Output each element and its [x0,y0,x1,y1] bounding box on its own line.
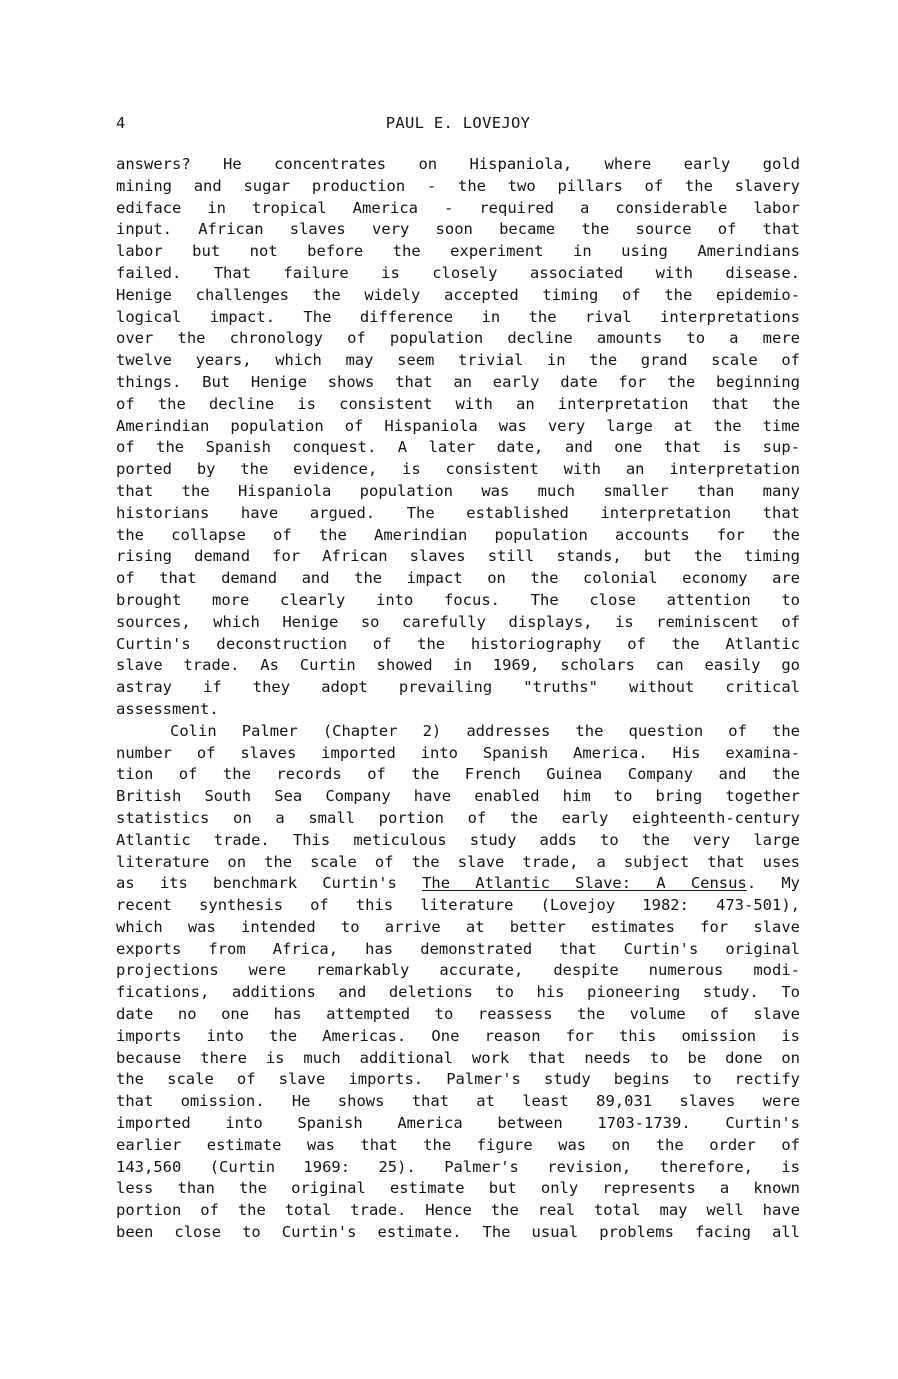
text-line: astray if they adopt prevailing "truths" without critical [116,678,800,697]
text-line: of that demand and the impact on the colonial economy are [116,569,800,588]
text-line: that omission. He shows that at least 89,031 slaves were [116,1092,800,1111]
text-line: earlier estimate was that the figure was on the order of [116,1135,800,1154]
text-line: which was intended to arrive at better estimates for slave [116,917,800,936]
text-line: portion of the total trade. Hence the real total may well have [116,1201,800,1220]
text-line: of the Spanish conquest. A later date, and one that is sup- [116,438,800,457]
body-text [116,154,800,1244]
text-line: Curtin's deconstruction of the historiography of the Atlantic [116,634,800,653]
text-line: been close to Curtin's estimate. The usual problems facing all [116,1223,800,1242]
text-line: input. African slaves very soon became the source of that [116,220,800,239]
text-line: logical impact. The difference in the rival interpretations [116,307,800,326]
text-line: slave trade. As Curtin showed in 1969, scholars can easily go [116,656,800,675]
text-line: the scale of slave imports. Palmer's study begins to rectify [116,1070,800,1089]
text-line: Henige challenges the widely accepted timing of the epidemio- [116,285,800,304]
text-line: British South Sea Company have enabled him to bring together [116,787,800,806]
text-line: historians have argued. The established interpretation that [116,503,800,522]
text-fragment: . My [746,874,800,893]
text-line: Amerindian population of Hispaniola was very large at the time [116,416,800,435]
text-line: labor but not before the experiment in using Amerindians [116,242,800,261]
text-line: imports into the Americas. One reason for this omission is [116,1026,800,1045]
text-line: literature on the scale of the slave trade, a subject that uses [116,852,800,871]
text-line [116,873,800,895]
book-title: The Atlantic Slave: A Census [422,874,747,893]
text-line: assessment. [116,699,219,718]
text-line: ediface in tropical America - required a considerable labor [116,198,800,217]
text-line: of the decline is consistent with an interpretation that the [116,394,800,413]
text-line: fications, additions and deletions to his pioneering study. To [116,983,800,1002]
text-line: recent synthesis of this literature (Lovejoy 1982: 473-501), [116,896,800,915]
text-line: mining and sugar production - the two pillars of the slavery [116,176,800,195]
text-line: failed. That failure is closely associated with disease. [116,263,800,282]
text-line: exports from Africa, has demonstrated that Curtin's original [116,939,800,958]
text-line: 143,560 (Curtin 1969: 25). Palmer's revision, therefore, is [116,1157,800,1176]
text-line: answers? He concentrates on Hispaniola, where early gold [116,155,800,173]
text-line: projections were remarkably accurate, despite numerous modi- [116,961,800,980]
text-line: Colin Palmer (Chapter 2) addresses the question of the [170,721,800,740]
text-line: number of slaves imported into Spanish America. His examina- [116,743,800,762]
text-line: things. But Henige shows that an early date for the beginning [116,372,800,391]
text-line: statistics on a small portion of the early eighteenth-century [116,808,800,827]
text-fragment: as its benchmark Curtin's [116,874,397,893]
page-header [116,111,800,135]
text-line: twelve years, which may seem trivial in the grand scale of [116,351,800,370]
text-line: because there is much additional work that needs to be done on [116,1048,800,1067]
text-line: less than the original estimate but only represents a known [116,1179,800,1198]
text-line: Atlantic trade. This meticulous study adds to the very large [116,830,800,849]
text-line: ported by the evidence, is consistent with an interpretation [116,460,800,479]
paragraph [116,721,800,1244]
text-line: the collapse of the Amerindian population accounts for the [116,525,800,544]
text-line: brought more clearly into focus. The close attention to [116,590,800,609]
text-line: date no one has attempted to reassess the volume of slave [116,1005,800,1024]
text-line: imported into Spanish America between 1703-1739. Curtin's [116,1114,800,1133]
paragraph [116,154,800,721]
text-line: that the Hispaniola population was much smaller than many [116,481,800,500]
running-head: PAUL E. LOVEJOY [385,114,531,132]
text-line: over the chronology of population decline amounts to a mere [116,329,800,348]
text-line: rising demand for African slaves still stands, but the timing [116,547,800,566]
page-number: 4 [116,114,126,132]
text-line: sources, which Henige so carefully displays, is reminiscent of [116,612,800,631]
text-line: tion of the records of the French Guinea Company and the [116,765,800,784]
